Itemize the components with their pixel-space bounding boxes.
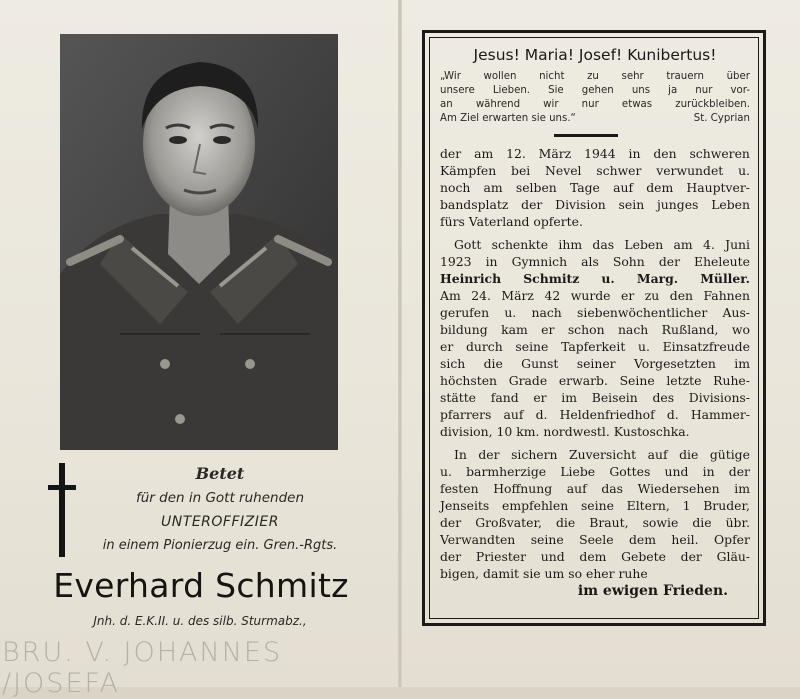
- body-line: bandsplatz der Division sein junges Leben: [440, 197, 750, 212]
- body-line: der Priester und dem Gebete der Gläu-: [440, 549, 750, 564]
- body-line: höchsten Grade erwarb. Seine letzte Ruhe-: [440, 373, 750, 388]
- body-line: Am 24. März 42 wurde er zu den Fahnen: [440, 288, 750, 303]
- body-line: stätte fand er im Beisein des Divisions-: [440, 390, 750, 405]
- body-line: bigen, damit sie um so eher ruhe: [440, 566, 648, 581]
- body-line: Jenseits empfehlen seine Eltern, 1 Bruder,: [440, 498, 750, 513]
- quote-line: Am Ziel erwarten sie uns.“: [440, 113, 576, 124]
- body-line: pfarrers auf d. Heldenfriedhof d. Hammer-: [440, 407, 750, 422]
- invocation-title: Jesus! Maria! Josef! Kunibertus!: [473, 46, 717, 64]
- body-line: festen Hoffnung auf das Wiedersehen im: [440, 481, 750, 496]
- cyprian-quote: [440, 70, 750, 126]
- card-fold: [398, 0, 402, 687]
- closing-line: im ewigen Frieden.: [577, 583, 728, 599]
- body-line: Gott schenkte ihm das Leben am 4. Juni: [454, 237, 750, 252]
- quote-author: St. Cyprian: [693, 113, 750, 124]
- quote-line: an während wir nur etwas zurückbleiben.: [440, 99, 750, 110]
- prayer-heading: Betet: [195, 464, 245, 483]
- quote-line: „Wir wollen nicht zu sehr trauern über: [440, 71, 750, 82]
- body-line: u. barmherzige Liebe Gottes und in der: [440, 464, 750, 479]
- body-line: der am 12. März 1944 in den schweren: [440, 146, 750, 161]
- intro-line: für den in Gott ruhenden: [135, 490, 305, 506]
- obituary-text: [440, 145, 750, 582]
- body-line: division, 10 km. nordwestl. Kustoschka.: [440, 424, 690, 439]
- parents-line: Heinrich Schmitz u. Marg. Müller.: [440, 271, 750, 286]
- quote-last-line: [440, 112, 750, 126]
- unit-line: in einem Pionierzug ein. Gren.-Rgts.: [102, 538, 338, 553]
- body-line: bildung kam er schon nach Rußland, wo: [440, 322, 750, 337]
- deceased-name: Everhard Schmitz: [53, 566, 349, 605]
- handwritten-note: BRU. V. JOHANNES /JOSEFA: [2, 637, 283, 699]
- body-line: gerufen u. nach siebenwöchentlicher Aus-: [440, 305, 750, 320]
- soldier-portrait-photo: [60, 34, 338, 450]
- body-line: fürs Vaterland opferte.: [440, 214, 583, 229]
- body-line: noch am selben Tage auf dem Hauptver-: [440, 180, 750, 195]
- body-line: Kämpfen bei Nevel schwer verwundet u.: [440, 163, 750, 178]
- body-line: er durch seine Tapferkeit u. Einsatzfreude: [440, 339, 750, 354]
- body-line: der Großvater, die Braut, sowie die übr.: [440, 515, 750, 530]
- body-line: 1923 in Gymnich als Sohn der Eheleute: [440, 254, 750, 269]
- body-line: Verwandten seine Seele dem heil. Opfer: [440, 532, 750, 547]
- rank-line: UNTEROFFIZIER: [161, 514, 279, 530]
- body-line: In der sichern Zuversicht auf die gütige: [454, 447, 750, 462]
- awards-line: Jnh. d. E.K.II. u. des silb. Sturmabz.,: [93, 614, 307, 628]
- quote-line: unsere Lieben. Sie gehen uns ja nur vor-: [440, 85, 750, 96]
- body-line: sich die Gunst seiner Vorgesetzten im: [440, 356, 750, 371]
- divider-rule: [554, 134, 618, 137]
